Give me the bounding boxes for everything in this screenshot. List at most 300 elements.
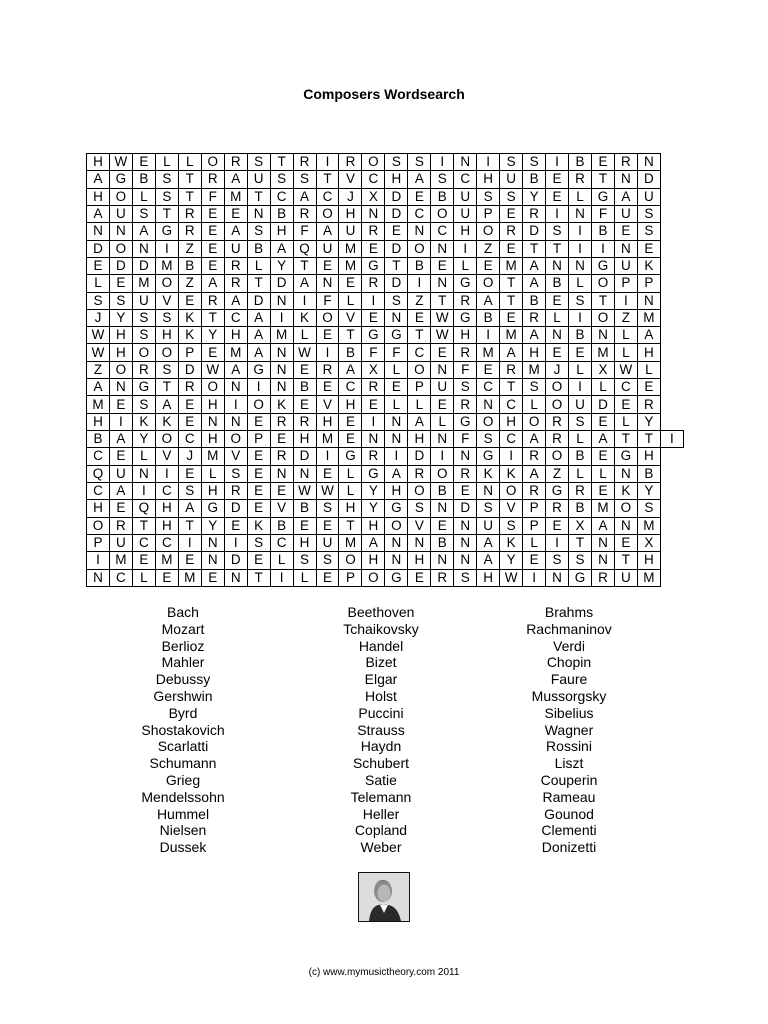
grid-cell: M: [339, 534, 362, 551]
grid-cell: O: [224, 431, 247, 448]
word-list-item: Strauss: [357, 721, 405, 738]
grid-cell: O: [591, 275, 614, 292]
grid-cell: N: [431, 552, 454, 569]
grid-row: [87, 240, 684, 257]
grid-cell: N: [637, 154, 660, 171]
grid-cell: A: [87, 205, 110, 222]
word-list-item: Scarlatti: [157, 738, 209, 755]
word-list-item: Byrd: [168, 704, 198, 721]
grid-cell: G: [201, 500, 224, 517]
grid-cell: I: [477, 154, 500, 171]
grid-cell: A: [224, 361, 247, 378]
grid-cell: E: [431, 396, 454, 413]
grid-cell: H: [408, 431, 431, 448]
grid-row: [87, 292, 684, 309]
grid-cell: N: [109, 379, 132, 396]
grid-cell: E: [109, 448, 132, 465]
grid-cell: D: [109, 257, 132, 274]
grid-cell: B: [569, 448, 592, 465]
grid-cell: I: [569, 240, 592, 257]
grid-cell: V: [270, 500, 293, 517]
grid-cell: O: [362, 154, 385, 171]
grid-cell: O: [155, 431, 178, 448]
grid-cell: T: [637, 431, 660, 448]
grid-cell: H: [477, 569, 500, 587]
grid-cell: D: [385, 275, 408, 292]
grid-cell: E: [569, 344, 592, 361]
grid-cell: M: [637, 517, 660, 534]
grid-cell: E: [178, 292, 201, 309]
grid-cell: N: [546, 257, 569, 274]
grid-cell: E: [224, 517, 247, 534]
grid-cell: N: [201, 552, 224, 569]
grid-cell: H: [362, 517, 385, 534]
grid-cell: I: [569, 223, 592, 240]
word-list-item: Grieg: [165, 771, 201, 788]
grid-cell: L: [385, 361, 408, 378]
grid-cell: H: [637, 448, 660, 465]
grid-cell: K: [500, 465, 523, 482]
grid-cell: I: [316, 448, 339, 465]
grid-cell: I: [477, 327, 500, 344]
grid-cell: K: [477, 465, 500, 482]
grid-cell: H: [87, 413, 110, 430]
word-list-item: Bizet: [365, 654, 397, 671]
grid-cell: R: [408, 465, 431, 482]
grid-cell: N: [408, 534, 431, 551]
grid-cell: C: [477, 379, 500, 396]
grid-cell: W: [201, 361, 224, 378]
grid-cell: R: [546, 431, 569, 448]
grid-cell: S: [637, 205, 660, 222]
grid-cell: D: [132, 257, 155, 274]
grid-cell: D: [247, 292, 270, 309]
grid-cell: G: [477, 448, 500, 465]
grid-cell: S: [477, 500, 500, 517]
grid-cell: A: [408, 171, 431, 188]
grid-cell: L: [614, 413, 637, 430]
grid-cell: N: [431, 275, 454, 292]
grid-cell: L: [454, 257, 477, 274]
word-list-item: Rossini: [546, 738, 592, 755]
grid-cell: C: [431, 223, 454, 240]
grid-cell: A: [591, 517, 614, 534]
grid-cell: F: [454, 361, 477, 378]
grid-cell: B: [270, 517, 293, 534]
grid-cell: I: [546, 534, 569, 551]
grid-cell: I: [385, 448, 408, 465]
grid-cell: H: [87, 500, 110, 517]
grid-cell: I: [155, 465, 178, 482]
grid-cell: S: [569, 552, 592, 569]
grid-cell: J: [178, 448, 201, 465]
grid-cell: B: [270, 205, 293, 222]
grid-cell: L: [155, 154, 178, 171]
grid-cell: E: [178, 552, 201, 569]
word-list-item: Debussy: [155, 671, 211, 688]
grid-row: [87, 275, 684, 292]
grid-cell: C: [362, 171, 385, 188]
grid-cell: R: [523, 205, 546, 222]
grid-cell: N: [201, 534, 224, 551]
grid-cell: N: [87, 569, 110, 587]
grid-cell: B: [87, 431, 110, 448]
grid-cell: Y: [523, 188, 546, 205]
grid-cell: H: [270, 223, 293, 240]
word-list-item: Mendelssohn: [141, 788, 225, 805]
grid-cell: R: [637, 396, 660, 413]
grid-cell: E: [546, 344, 569, 361]
grid-row: [87, 534, 684, 551]
grid-cell: I: [431, 448, 454, 465]
grid-cell: N: [109, 223, 132, 240]
grid-cell: L: [385, 396, 408, 413]
grid-cell: U: [316, 240, 339, 257]
grid-cell: G: [454, 413, 477, 430]
grid-cell: L: [132, 569, 155, 587]
grid-cell: E: [614, 396, 637, 413]
grid-cell: K: [614, 482, 637, 499]
grid-cell: E: [247, 465, 270, 482]
grid-cell: N: [385, 309, 408, 326]
grid-cell: W: [614, 361, 637, 378]
grid-cell: V: [155, 292, 178, 309]
grid-row: [87, 465, 684, 482]
grid-cell: C: [132, 534, 155, 551]
grid-row: [87, 223, 684, 240]
grid-cell: X: [591, 361, 614, 378]
grid-cell: B: [247, 240, 270, 257]
grid-cell: E: [454, 482, 477, 499]
grid-cell: D: [591, 396, 614, 413]
grid-cell: O: [132, 344, 155, 361]
word-list-item: Gounod: [544, 805, 594, 822]
grid-cell: C: [408, 205, 431, 222]
grid-cell: R: [178, 205, 201, 222]
grid-cell: S: [523, 154, 546, 171]
grid-cell: R: [270, 413, 293, 430]
grid-cell: U: [224, 240, 247, 257]
grid-cell: O: [500, 482, 523, 499]
grid-cell: A: [523, 465, 546, 482]
grid-cell: E: [270, 482, 293, 499]
grid-cell: H: [523, 344, 546, 361]
grid-cell: A: [270, 240, 293, 257]
grid-cell: I: [431, 154, 454, 171]
grid-cell: E: [201, 223, 224, 240]
grid-cell: E: [546, 188, 569, 205]
grid-cell: O: [155, 275, 178, 292]
grid-cell: E: [132, 552, 155, 569]
grid-cell: E: [224, 205, 247, 222]
grid-cell: R: [293, 205, 316, 222]
grid-cell: C: [500, 396, 523, 413]
composer-portrait-icon: [358, 872, 410, 922]
grid-cell: C: [614, 379, 637, 396]
grid-cell: A: [155, 396, 178, 413]
grid-cell: A: [385, 465, 408, 482]
grid-cell: R: [362, 448, 385, 465]
grid-cell: M: [270, 327, 293, 344]
grid-row: [87, 396, 684, 413]
grid-cell: B: [431, 188, 454, 205]
grid-cell: L: [569, 431, 592, 448]
grid-cell: L: [132, 188, 155, 205]
grid-cell: H: [155, 517, 178, 534]
grid-cell: S: [408, 154, 431, 171]
grid-cell: T: [293, 257, 316, 274]
grid-cell: S: [247, 223, 270, 240]
grid-cell: N: [270, 344, 293, 361]
grid-cell: C: [155, 534, 178, 551]
grid-cell: S: [155, 188, 178, 205]
grid-cell: S: [637, 500, 660, 517]
grid-cell: H: [637, 552, 660, 569]
grid-cell: M: [201, 448, 224, 465]
grid-cell: T: [385, 257, 408, 274]
word-list-item: Berlioz: [161, 637, 205, 654]
grid-cell: G: [569, 569, 592, 587]
grid-cell: R: [270, 448, 293, 465]
grid-cell: G: [614, 448, 637, 465]
grid-cell: P: [87, 534, 110, 551]
grid-cell: R: [224, 154, 247, 171]
grid-cell: C: [270, 534, 293, 551]
grid-cell: Y: [201, 517, 224, 534]
grid-cell: E: [637, 240, 660, 257]
grid-cell: M: [500, 327, 523, 344]
grid-cell: T: [569, 534, 592, 551]
grid-cell: N: [431, 240, 454, 257]
grid-cell: E: [270, 431, 293, 448]
grid-cell: O: [546, 448, 569, 465]
grid-cell: D: [454, 500, 477, 517]
grid-cell: R: [523, 448, 546, 465]
grid-cell: G: [155, 223, 178, 240]
grid-cell: L: [339, 292, 362, 309]
grid-cell: G: [247, 361, 270, 378]
word-list-item: Weber: [360, 839, 402, 856]
grid-cell: H: [87, 188, 110, 205]
grid-cell: N: [591, 552, 614, 569]
grid-cell: R: [178, 379, 201, 396]
grid-cell: R: [454, 465, 477, 482]
grid-cell: H: [293, 534, 316, 551]
grid-cell: M: [155, 552, 178, 569]
grid-cell: V: [339, 309, 362, 326]
grid-cell: M: [339, 240, 362, 257]
grid-row: [87, 344, 684, 361]
grid-cell: I: [500, 448, 523, 465]
grid-cell: H: [339, 205, 362, 222]
grid-cell: L: [637, 361, 660, 378]
grid-cell: E: [247, 552, 270, 569]
grid-row: [87, 413, 684, 430]
grid-cell: S: [109, 292, 132, 309]
grid-cell: E: [385, 223, 408, 240]
grid-cell: A: [614, 188, 637, 205]
word-list-item: Haydn: [360, 738, 402, 755]
grid-cell: S: [155, 309, 178, 326]
grid-cell: E: [431, 257, 454, 274]
grid-cell: R: [546, 500, 569, 517]
word-list-item: Shostakovich: [141, 721, 225, 738]
grid-cell: E: [339, 275, 362, 292]
grid-cell: R: [523, 482, 546, 499]
grid-cell: K: [270, 396, 293, 413]
grid-cell: O: [109, 240, 132, 257]
grid-cell: F: [293, 223, 316, 240]
grid-cell: E: [591, 413, 614, 430]
grid-cell: K: [637, 257, 660, 274]
grid-cell: T: [201, 309, 224, 326]
grid-cell: H: [87, 154, 110, 171]
grid-cell: K: [178, 327, 201, 344]
word-list-item: Mahler: [161, 654, 205, 671]
grid-cell: A: [247, 309, 270, 326]
grid-cell: D: [385, 188, 408, 205]
grid-cell: S: [316, 500, 339, 517]
grid-cell: A: [408, 413, 431, 430]
grid-cell: I: [569, 379, 592, 396]
grid-cell: H: [500, 413, 523, 430]
grid-cell: C: [339, 379, 362, 396]
grid-row: [87, 327, 684, 344]
grid-cell: O: [316, 309, 339, 326]
grid-cell: M: [591, 344, 614, 361]
grid-cell: C: [87, 482, 110, 499]
word-list-item: Brahms: [544, 604, 594, 620]
grid-cell: K: [155, 413, 178, 430]
grid-cell: O: [87, 517, 110, 534]
grid-cell: R: [224, 275, 247, 292]
grid-cell: I: [523, 569, 546, 587]
grid-cell: T: [591, 171, 614, 188]
word-list-item: Telemann: [350, 788, 412, 805]
grid-cell: H: [155, 500, 178, 517]
grid-cell: A: [477, 292, 500, 309]
grid-cell: L: [591, 379, 614, 396]
grid-cell: Y: [362, 500, 385, 517]
grid-cell: E: [637, 379, 660, 396]
grid-cell: P: [339, 569, 362, 587]
grid-cell: T: [339, 517, 362, 534]
grid-cell: D: [637, 171, 660, 188]
grid-cell: B: [637, 465, 660, 482]
grid-cell: B: [477, 309, 500, 326]
grid-cell: L: [591, 465, 614, 482]
grid-cell: L: [293, 569, 316, 587]
grid-cell: T: [155, 205, 178, 222]
word-list-item: Tchaikovsky: [343, 620, 419, 637]
grid-cell: K: [500, 534, 523, 551]
grid-cell: N: [385, 534, 408, 551]
grid-cell: G: [454, 275, 477, 292]
grid-cell: O: [109, 361, 132, 378]
grid-cell: I: [224, 534, 247, 551]
grid-cell: G: [339, 448, 362, 465]
grid-cell: E: [201, 240, 224, 257]
word-list-item: Satie: [365, 771, 397, 788]
grid-cell: Y: [637, 413, 660, 430]
grid-cell: B: [569, 500, 592, 517]
grid-cell: E: [591, 482, 614, 499]
grid-cell: O: [339, 552, 362, 569]
grid-cell: I: [362, 413, 385, 430]
grid-cell: P: [523, 500, 546, 517]
grid-cell: C: [109, 569, 132, 587]
grid-cell: U: [454, 205, 477, 222]
grid-cell: N: [591, 327, 614, 344]
grid-cell: E: [201, 344, 224, 361]
grid-cell: P: [614, 275, 637, 292]
grid-cell: T: [431, 292, 454, 309]
grid-cell: A: [523, 257, 546, 274]
grid-cell: L: [178, 154, 201, 171]
grid-cell: U: [339, 223, 362, 240]
grid-cell: I: [614, 292, 637, 309]
word-list-item: Clementi: [541, 822, 597, 839]
grid-row: [87, 361, 684, 378]
grid-cell: S: [408, 500, 431, 517]
grid-cell: O: [546, 379, 569, 396]
grid-cell: H: [637, 344, 660, 361]
grid-cell: M: [109, 552, 132, 569]
grid-cell: N: [385, 552, 408, 569]
grid-cell: E: [339, 413, 362, 430]
grid-cell: I: [224, 396, 247, 413]
grid-cell: S: [270, 171, 293, 188]
grid-cell: S: [477, 431, 500, 448]
grid-cell: U: [637, 188, 660, 205]
grid-cell: W: [293, 344, 316, 361]
grid-cell: S: [87, 292, 110, 309]
word-list-item: Rameau: [542, 788, 596, 805]
grid-cell: R: [454, 396, 477, 413]
grid-cell: A: [224, 292, 247, 309]
grid-cell: H: [477, 171, 500, 188]
grid-cell: E: [201, 569, 224, 587]
grid-cell: T: [178, 188, 201, 205]
grid-cell: U: [431, 379, 454, 396]
grid-cell: E: [362, 240, 385, 257]
word-list-item: Mussorgsky: [531, 687, 607, 704]
grid-cell: E: [408, 309, 431, 326]
word-list-item: Dussek: [159, 839, 207, 856]
word-list-item: Heller: [362, 805, 400, 822]
grid-cell: S: [132, 327, 155, 344]
grid-cell: T: [546, 240, 569, 257]
grid-cell: L: [132, 448, 155, 465]
grid-cell: N: [614, 517, 637, 534]
grid-cell: S: [178, 482, 201, 499]
grid-cell: B: [523, 292, 546, 309]
grid-cell: N: [614, 465, 637, 482]
word-list-item: Copland: [354, 822, 408, 839]
grid-cell: E: [614, 534, 637, 551]
grid-cell: V: [316, 396, 339, 413]
grid-cell: N: [201, 413, 224, 430]
grid-cell: N: [569, 257, 592, 274]
grid-cell: A: [316, 223, 339, 240]
grid-cell: A: [637, 327, 660, 344]
grid-cell: A: [293, 275, 316, 292]
grid-cell: C: [270, 188, 293, 205]
grid-row: [87, 569, 684, 587]
grid-cell: N: [454, 552, 477, 569]
grid-cell: Y: [201, 327, 224, 344]
grid-cell: L: [247, 257, 270, 274]
